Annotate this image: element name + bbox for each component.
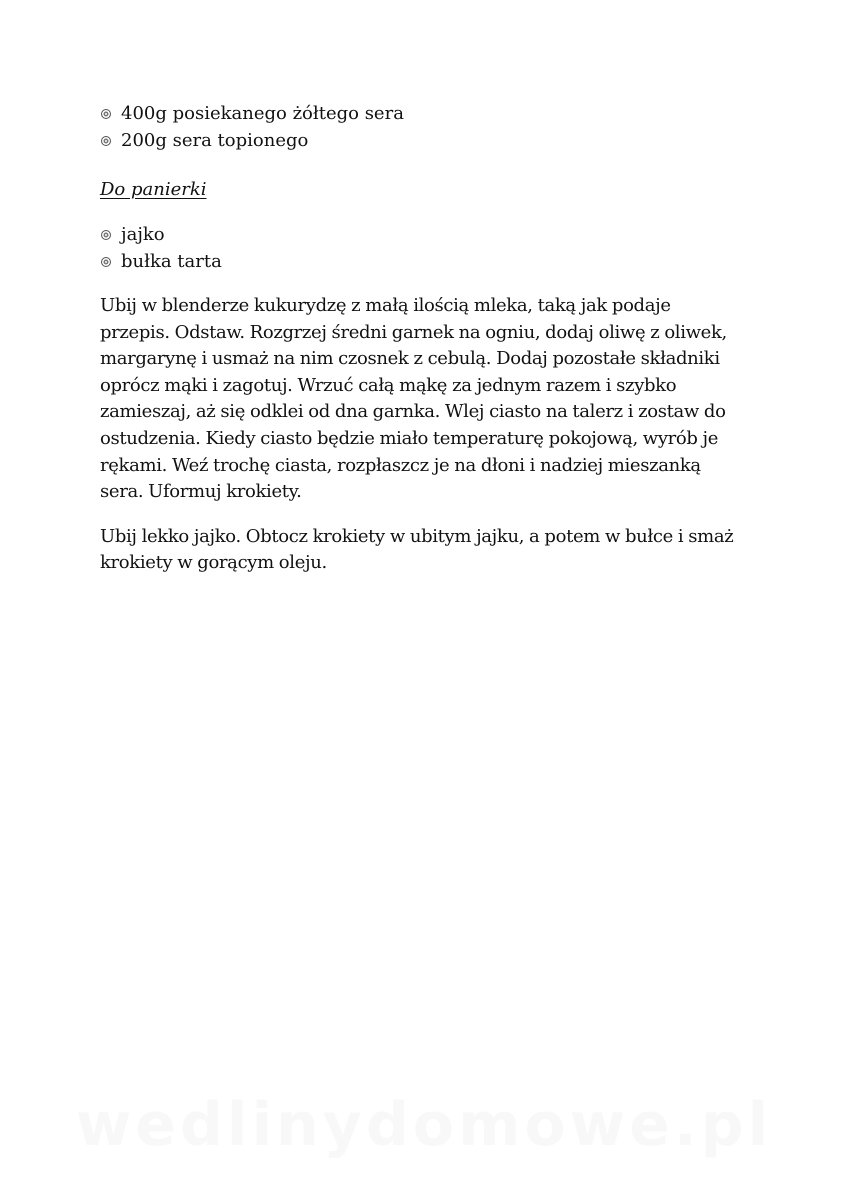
ingredient-list bbox=[100, 100, 760, 154]
paragraph-line: Ubij w blenderze kukurydzę z małą ilością mleka, taką jak podaje bbox=[100, 295, 671, 316]
spiral-bullet-icon bbox=[101, 257, 111, 267]
ingredient-text: 400g posiekanego żółtego sera bbox=[121, 103, 404, 124]
paragraph-line: margarynę i usmaż na nim czosnek z cebulą. Dodaj pozostałe składniki bbox=[100, 348, 720, 370]
paragraph-line: rękami. Weź trochę ciasta, rozpłaszcz je na dłoni i nadziej mieszanką bbox=[100, 454, 701, 476]
watermark: wedlinydomowe.pl bbox=[75, 1090, 773, 1160]
spiral-bullet-icon bbox=[101, 230, 111, 240]
paragraph-line: sera. Uformuj krokiety. bbox=[100, 481, 302, 503]
list-item bbox=[100, 221, 760, 248]
spiral-bullet-icon bbox=[101, 136, 111, 146]
ingredient-text: bułka tarta bbox=[121, 251, 222, 272]
list-item bbox=[100, 248, 760, 275]
instructions-paragraph-2 bbox=[100, 524, 760, 577]
paragraph-line: krokiety w gorącym oleju. bbox=[100, 552, 327, 574]
list-item bbox=[100, 127, 760, 154]
paragraph-line: oprócz mąki i zagotuj. Wrzuć całą mąkę za jednym razem i szybko bbox=[100, 374, 677, 396]
ingredient-text: jajko bbox=[121, 224, 165, 245]
paragraph-line: Ubij lekko jajko. Obtocz krokiety w ubitym jajku, a potem w bułce i smaż bbox=[100, 525, 734, 547]
paragraph-line: zamieszaj, aż się odklei od dna garnka. Wlej ciasto na talerz i zostaw do bbox=[100, 401, 726, 423]
breading-heading: Do panierki bbox=[100, 179, 207, 200]
paragraph-line: ostudzenia. Kiedy ciasto będzie miało temperaturę pokojową, wyrób je bbox=[100, 427, 719, 449]
spiral-bullet-icon bbox=[101, 109, 111, 119]
breading-list bbox=[100, 221, 760, 275]
paragraph-line: przepis. Odstaw. Rozgrzej średni garnek na ogniu, dodaj oliwę z oliwek, bbox=[100, 321, 727, 343]
ingredient-text: 200g sera topionego bbox=[121, 130, 309, 151]
instructions-paragraph-1 bbox=[100, 293, 760, 506]
list-item bbox=[100, 100, 760, 127]
recipe-page bbox=[100, 100, 760, 577]
